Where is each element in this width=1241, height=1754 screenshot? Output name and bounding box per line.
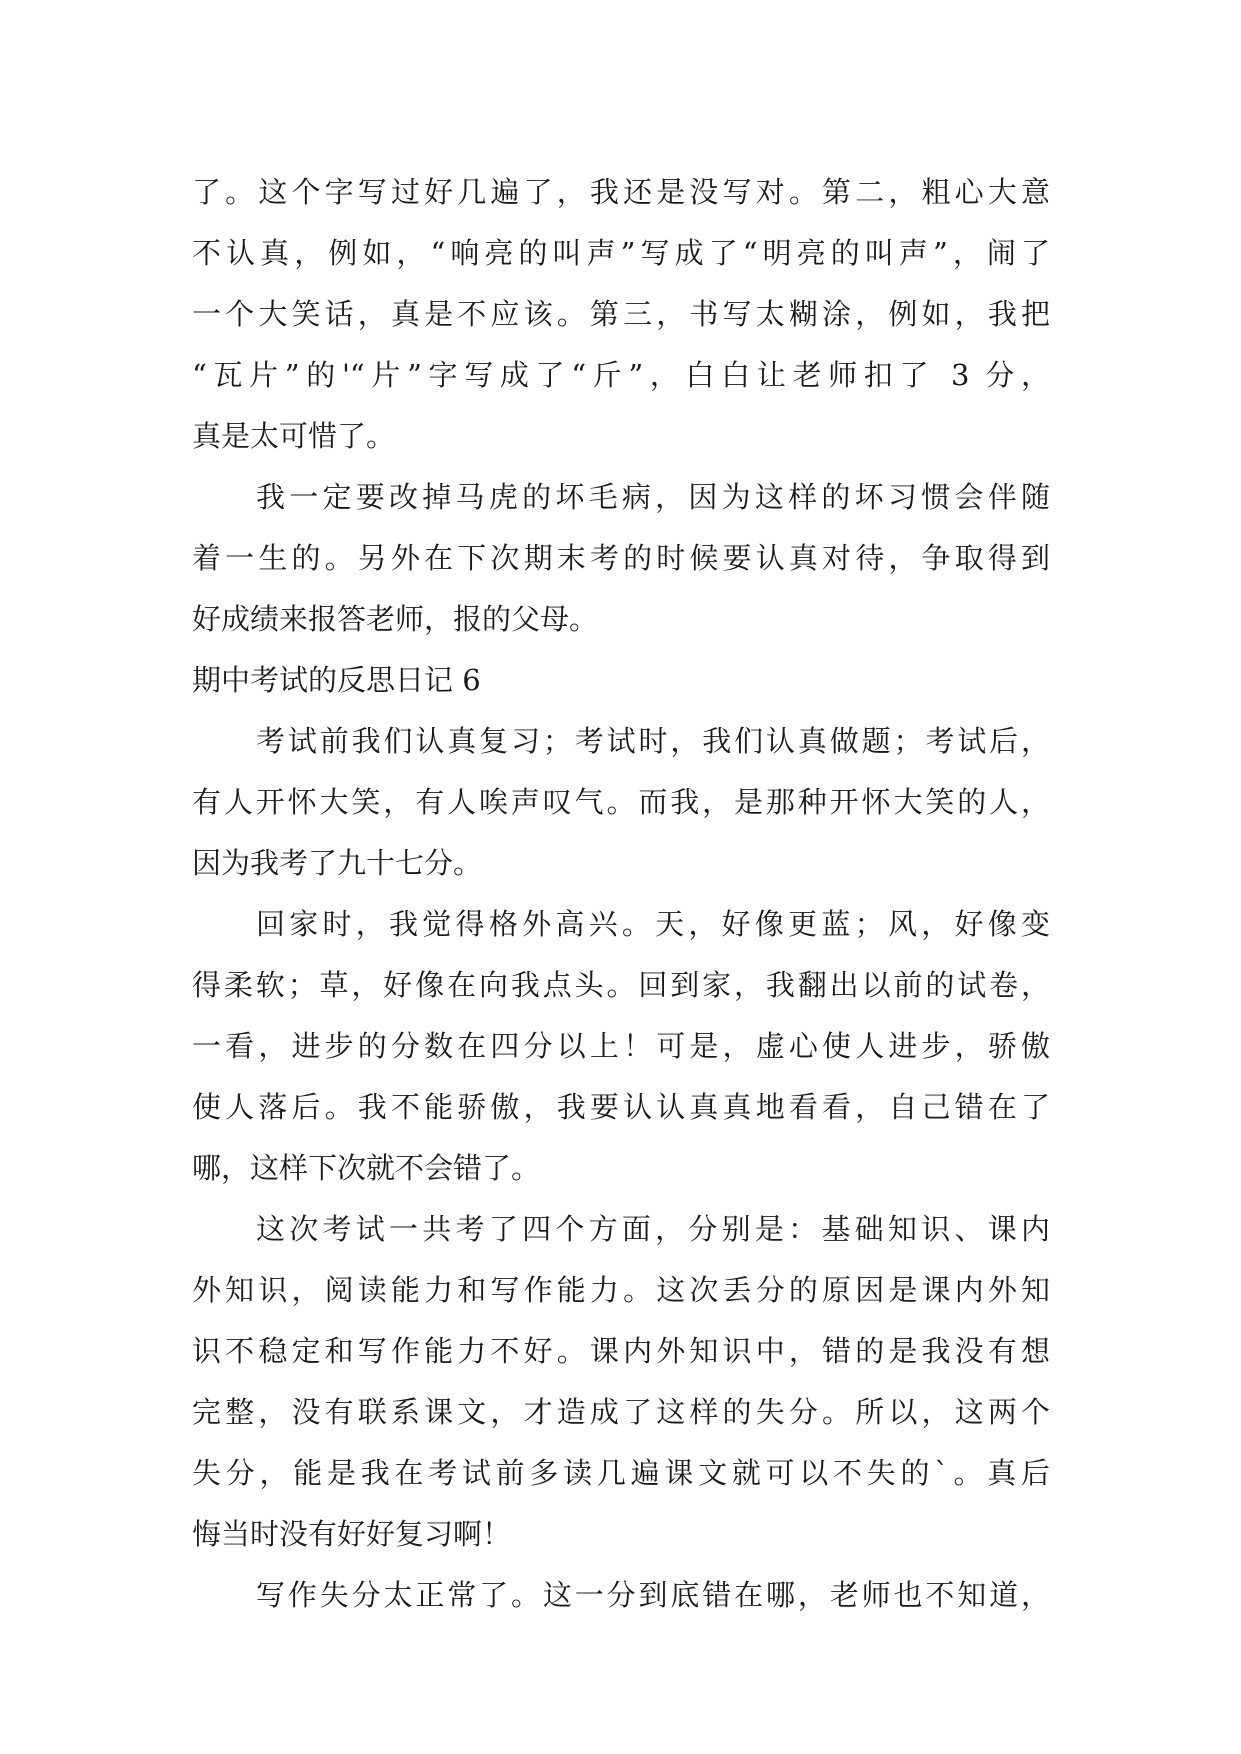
section-title: 期中考试的反思日记 6 [192, 663, 481, 697]
text-line: 着一生的。另外在下次期末考的时候要认真对待，争取得到 [192, 541, 1050, 575]
text-line: 考试前我们认真复习；考试时，我们认真做题；考试后， [256, 724, 1050, 758]
text-line: 好成绩来报答老师，报的父母。 [192, 602, 599, 636]
text-line: 有人开怀大笑，有人唉声叹气。而我，是那种开怀大笑的人， [192, 785, 1050, 819]
document-page [192, 162, 1050, 1626]
text-line: 这次考试一共考了四个方面，分别是：基础知识、课内 [256, 1212, 1050, 1246]
text-line: 哪，这样下次就不会错了。 [192, 1151, 541, 1185]
text-line: 一个大笑话，真是不应该。第三，书写太糊涂，例如，我把 [192, 297, 1050, 331]
paragraph [192, 1565, 1050, 1626]
text-line: 不认真，例如，“响亮的叫声”写成了“明亮的叫声”，闹了 [192, 236, 1050, 270]
text-line: 了。这个字写过好几遍了，我还是没写对。第二，粗心大意 [192, 175, 1050, 209]
text-line: 回家时，我觉得格外高兴。天，好像更蓝；风，好像变 [256, 907, 1050, 941]
text-line: 一看，进步的分数在四分以上！可是，虚心使人进步，骄傲 [192, 1029, 1050, 1063]
text-line: 完整，没有联系课文，才造成了这样的失分。所以，这两个 [192, 1395, 1050, 1429]
text-line: 因为我考了九十七分。 [192, 846, 483, 880]
paragraph [192, 894, 1050, 1199]
text-line: 真是太可惜了。 [192, 419, 396, 453]
text-line: 失分，能是我在考试前多读几遍课文就可以不失的`。真后 [192, 1456, 1050, 1490]
text-line: 得柔软；草，好像在向我点头。回到家，我翻出以前的试卷， [192, 968, 1050, 1002]
paragraph [192, 162, 1050, 467]
text-line: 识不稳定和写作能力不好。课内外知识中，错的是我没有想 [192, 1334, 1050, 1368]
paragraph [192, 467, 1050, 650]
text-line: 使人落后。我不能骄傲，我要认认真真地看看，自己错在了 [192, 1090, 1050, 1124]
text-line: 外知识，阅读能力和写作能力。这次丢分的原因是课内外知 [192, 1273, 1050, 1307]
paragraph [192, 711, 1050, 894]
text-line: 写作失分太正常了。这一分到底错在哪，老师也不知道， [256, 1578, 1050, 1612]
text-line: “瓦片”的'“片”字写成了“斤”，白白让老师扣了 3 分， [192, 358, 1050, 392]
paragraph [192, 1199, 1050, 1565]
text-line: 我一定要改掉马虎的坏毛病，因为这样的坏习惯会伴随 [256, 480, 1050, 514]
text-line: 悔当时没有好好复习啊！ [192, 1517, 512, 1551]
